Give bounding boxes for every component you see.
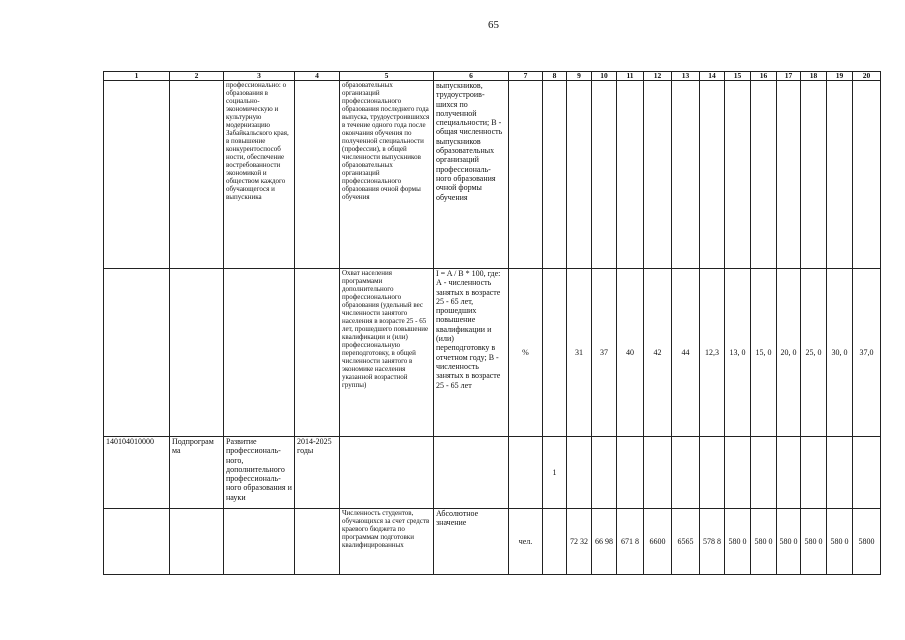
calculation-method: Абсолютное значение bbox=[434, 509, 509, 575]
header-cell: 13 bbox=[672, 72, 700, 81]
value-cell: 6600 bbox=[644, 509, 672, 575]
calculation-method: выпускников, трудоустроив-шихся по полученной специальности; В - общая численность выпускников образовательных организаций профессиональ-ного образования очной формы обучения bbox=[434, 81, 509, 269]
empty-cell bbox=[509, 81, 543, 269]
value-cell: 12,3 bbox=[700, 269, 725, 437]
empty-cell bbox=[170, 81, 224, 269]
value-cell: 25, 0 bbox=[801, 269, 827, 437]
program-code: 140104010000 bbox=[104, 437, 170, 509]
empty-cell bbox=[853, 81, 881, 269]
header-cell: 18 bbox=[801, 72, 827, 81]
header-cell: 17 bbox=[777, 72, 801, 81]
value-cell: 72 32 bbox=[567, 509, 592, 575]
page-number: 65 bbox=[488, 19, 499, 31]
unit-cell: чел. bbox=[509, 509, 543, 575]
empty-cell bbox=[777, 81, 801, 269]
empty-cell bbox=[295, 509, 340, 575]
empty-cell bbox=[567, 81, 592, 269]
empty-cell bbox=[592, 81, 617, 269]
empty-cell bbox=[617, 81, 644, 269]
header-row bbox=[104, 72, 881, 81]
value-cell: 13, 0 bbox=[725, 269, 751, 437]
empty-cell bbox=[104, 81, 170, 269]
header-cell: 3 bbox=[224, 72, 295, 81]
table-row bbox=[104, 437, 881, 509]
empty-cell bbox=[592, 437, 617, 509]
empty-cell bbox=[644, 437, 672, 509]
value-cell: 6565 bbox=[672, 509, 700, 575]
empty-cell bbox=[801, 437, 827, 509]
empty-cell bbox=[725, 81, 751, 269]
empty-cell bbox=[543, 269, 567, 437]
empty-cell bbox=[644, 81, 672, 269]
value-cell: 15, 0 bbox=[751, 269, 777, 437]
empty-cell bbox=[104, 509, 170, 575]
header-cell: 5 bbox=[340, 72, 434, 81]
value-cell: 37,0 bbox=[853, 269, 881, 437]
header-cell: 4 bbox=[295, 72, 340, 81]
value-cell: 5800 bbox=[853, 509, 881, 575]
value-cell: 671 8 bbox=[617, 509, 644, 575]
empty-cell bbox=[509, 437, 543, 509]
header-cell: 14 bbox=[700, 72, 725, 81]
empty-cell bbox=[672, 81, 700, 269]
empty-cell bbox=[170, 509, 224, 575]
header-cell: 7 bbox=[509, 72, 543, 81]
empty-cell bbox=[543, 509, 567, 575]
value-cell: 37 bbox=[592, 269, 617, 437]
empty-cell bbox=[104, 269, 170, 437]
empty-cell bbox=[751, 437, 777, 509]
header-cell: 1 bbox=[104, 72, 170, 81]
unit-cell: % bbox=[509, 269, 543, 437]
value-cell: 42 bbox=[644, 269, 672, 437]
indicator-name: Численность студентов, обучающихся за счет средств краевого бюджета по программам подготовки квалифицированных bbox=[340, 509, 434, 575]
value-cell: 580 0 bbox=[777, 509, 801, 575]
empty-cell bbox=[700, 437, 725, 509]
value-cell: 580 0 bbox=[725, 509, 751, 575]
value-cell: 31 bbox=[567, 269, 592, 437]
empty-cell bbox=[170, 269, 224, 437]
calculation-method: I = A / B * 100, где: А - численность занятых в возрасте 25 - 65 лет, прошедших повышение квалификации и (или) переподготовку в отчетном году; В - численность занятых в возрасте 25 - 65 лет bbox=[434, 269, 509, 437]
empty-cell bbox=[224, 509, 295, 575]
table-row bbox=[104, 81, 881, 269]
empty-cell bbox=[700, 81, 725, 269]
empty-cell bbox=[295, 81, 340, 269]
indicator-name: образовательных организаций профессионального образования последнего года выпуска, трудоустроившихся в течение одного года после окончания обучения по полученной специальности (профессии), в общей численности выпускников образовательных организаций профессионального образования очной формы обучения bbox=[340, 81, 434, 269]
header-cell: 16 bbox=[751, 72, 777, 81]
empty-cell bbox=[801, 81, 827, 269]
empty-cell bbox=[827, 81, 853, 269]
empty-cell bbox=[617, 437, 644, 509]
header-cell: 2 bbox=[170, 72, 224, 81]
header-cell: 9 bbox=[567, 72, 592, 81]
empty-cell bbox=[827, 437, 853, 509]
empty-cell bbox=[340, 437, 434, 509]
subprogram-name: Развитие профессиональ-ного, дополнительного профессиональ-ного образования и науки bbox=[224, 437, 295, 509]
value-cell: 44 bbox=[672, 269, 700, 437]
goal-text: профессионально: о образования в социально-экономическую и культурную модернизацию Забайкальского края, в повышение конкурентоспособ ности, обеспечение востребованности экономикой и обществом каждого обучающегося и выпускника bbox=[224, 81, 295, 269]
header-cell: 8 bbox=[543, 72, 567, 81]
empty-cell bbox=[777, 437, 801, 509]
value-cell: 30, 0 bbox=[827, 269, 853, 437]
empty-cell bbox=[853, 437, 881, 509]
header-cell: 19 bbox=[827, 72, 853, 81]
empty-cell bbox=[567, 437, 592, 509]
empty-cell bbox=[751, 81, 777, 269]
empty-cell bbox=[672, 437, 700, 509]
indicator-table bbox=[103, 71, 881, 575]
header-cell: 6 bbox=[434, 72, 509, 81]
value-cell: 1 bbox=[543, 437, 567, 509]
header-cell: 11 bbox=[617, 72, 644, 81]
value-cell: 578 8 bbox=[700, 509, 725, 575]
value-cell: 580 0 bbox=[801, 509, 827, 575]
table-row bbox=[104, 509, 881, 575]
value-cell: 580 0 bbox=[827, 509, 853, 575]
empty-cell bbox=[224, 269, 295, 437]
program-type: Подпрограм ма bbox=[170, 437, 224, 509]
header-cell: 10 bbox=[592, 72, 617, 81]
empty-cell bbox=[725, 437, 751, 509]
program-period: 2014-2025 годы bbox=[295, 437, 340, 509]
header-cell: 15 bbox=[725, 72, 751, 81]
table-row bbox=[104, 269, 881, 437]
value-cell: 580 0 bbox=[751, 509, 777, 575]
header-cell: 20 bbox=[853, 72, 881, 81]
value-cell: 40 bbox=[617, 269, 644, 437]
header-cell: 12 bbox=[644, 72, 672, 81]
empty-cell bbox=[434, 437, 509, 509]
value-cell: 66 98 bbox=[592, 509, 617, 575]
empty-cell bbox=[543, 81, 567, 269]
indicator-name: Охват населения программами дополнительного профессионального образования (удельный вес численности занятого населения в возрасте 25 - 65 лет, прошедшего повышение квалификации и (или) профессиональную переподготовку, в общей численности занятого в экономике населения указанной возрастной группы) bbox=[340, 269, 434, 437]
empty-cell bbox=[295, 269, 340, 437]
value-cell: 20, 0 bbox=[777, 269, 801, 437]
